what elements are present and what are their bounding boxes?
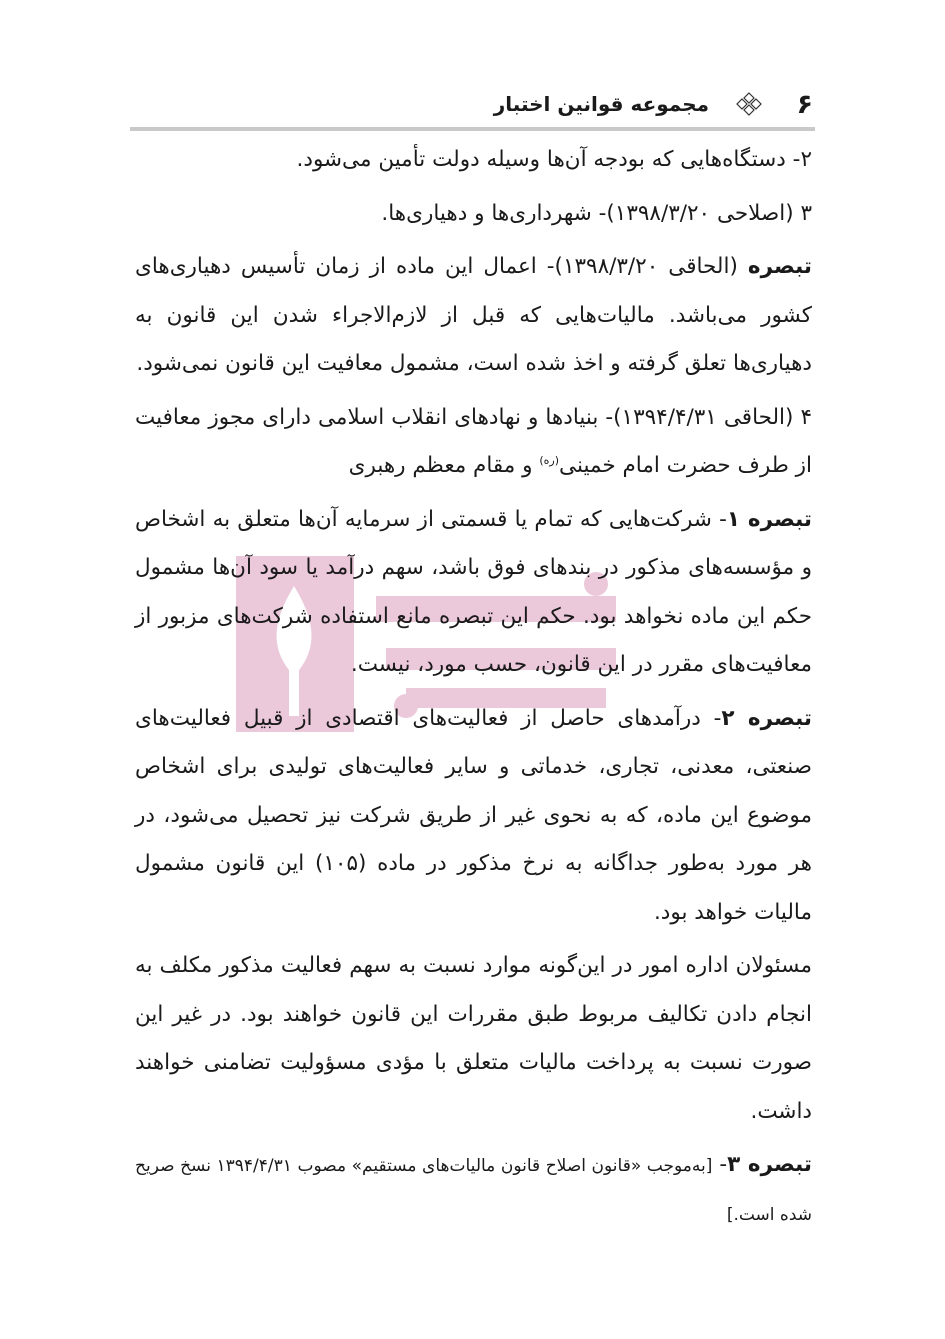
note-1-label: تبصره ۱ <box>726 506 812 532</box>
note-2-text: - درآمدهای حاصل از فعالیت‌های اقتصادی از قبیل فعالیت‌های صنعتی، معدنی، تجاری، خدماتی و سایر فعالیت‌های تولیدی برای اشخاص موضوع این ماده، که به نحوی غیر از طریق شرکت نیز تحصیل می‌شود، در هر مورد به‌طور جداگانه به نرخ مذکور در ماده (۱۰۵) این قانون مشمول مالیات خواهد بود. <box>135 705 812 925</box>
officials-text: مسئولان اداره امور در این‌گونه موارد نسبت به سهم فعالیت مذکور مکلف به انجام دادن تکالیف مربوط طبق مقررات این قانون خواهند بود. در غیر این صورت نسبت به پرداخت مالیات متعلق با مؤدی مسؤولیت تضامنی خواهند داشت. <box>135 953 812 1124</box>
note-1-paragraph <box>135 496 812 690</box>
note-3-label: تبصره ۳ <box>727 1152 812 1177</box>
clause-2 <box>135 136 812 185</box>
diamond-ornament-icon <box>729 89 769 119</box>
note-3-text: [به‌موجب «قانون اصلاح قانون مالیات‌های مستقیم» مصوب ۱۳۹۴/۴/۳۱ نسخ صریح شده است.] <box>135 1156 812 1225</box>
note-2-paragraph <box>135 695 812 938</box>
note-text: (الحاقی ۱۳۹۸/۳/۲۰)- اعمال این ماده از زمان تأسیس دهیاری‌های کشور می‌باشد. مالیات‌هایی که قبل از لازم‌الاجراء شدن این قانون به دهیاری‌ها تعلق گرفته و اخذ شده است، مشمول معافیت این قانون نمی‌شود. <box>135 254 812 376</box>
clause-3 <box>135 190 812 239</box>
clause-4-text: ۴ (الحاقی ۱۳۹۴/۴/۳۱)- بنیادها و نهادهای انقلاب اسلامی دارای مجوز معافیت از طرف حضرت امام خمینی <box>135 404 812 478</box>
page-header <box>132 82 813 126</box>
honorific-superscript: (ره) <box>539 453 560 467</box>
clause-2-text: ۲- دستگاه‌هایی که بودجه آن‌ها وسیله دولت تأمین می‌شود. <box>296 147 812 172</box>
note-3-dash: - <box>712 1152 728 1177</box>
note-2-label: تبصره ۲ <box>721 705 812 731</box>
clause-3-text: ۳ (اصلاحی ۱۳۹۸/۳/۲۰)- شهرداری‌ها و دهیاری‌ها. <box>381 200 812 226</box>
header-divider <box>130 127 815 131</box>
page-number: ۶ <box>796 88 813 120</box>
book-title: مجموعه قوانین اختبار <box>493 92 709 116</box>
note-3-paragraph <box>135 1141 812 1238</box>
note-1-text: - شرکت‌هایی که تمام یا قسمتی از سرمایه آن‌ها متعلق به اشخاص و مؤسسه‌های مذکور در بندهای فوق باشد، سهم درآمد یا سود آن‌ها مشمول حکم این ماده نخواهد بود. حکم این تبصره مانع استفاده شرکت‌های مزبور از معافیت‌های مقرر در این قانون، حسب مورد، نیست. <box>135 506 812 677</box>
officials-paragraph <box>135 942 812 1136</box>
document-body <box>135 136 812 1243</box>
note-label: تبصره <box>747 254 812 279</box>
clause-4 <box>135 394 812 491</box>
clause-4-tail: و مقام معظم رهبری <box>348 453 540 478</box>
note-paragraph <box>135 243 812 389</box>
